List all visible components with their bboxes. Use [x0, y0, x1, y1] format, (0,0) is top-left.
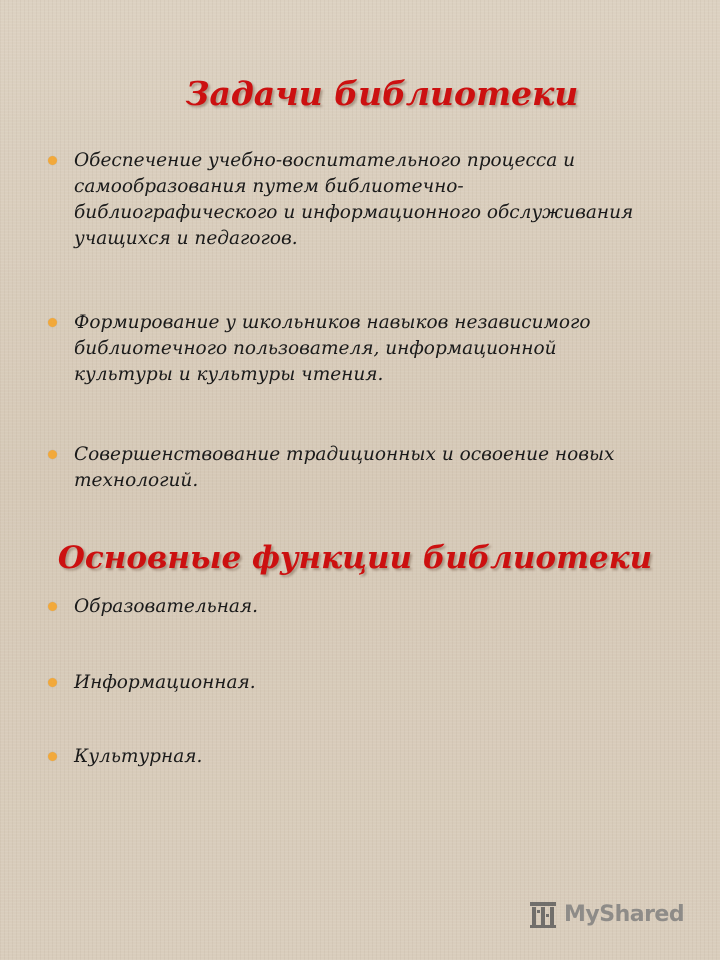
functions-item-3 — [48, 744, 648, 770]
functions-item-1 — [48, 594, 648, 620]
bullet-icon — [48, 450, 57, 459]
tasks-item-3 — [48, 442, 648, 494]
functions-item-text: Образовательная. — [74, 596, 259, 617]
tasks-item-1 — [48, 148, 648, 252]
tasks-item-2 — [48, 310, 648, 388]
bullet-icon — [48, 602, 57, 611]
tasks-item-text: Формирование у школьников навыков независимого библиотечного пользователя, информационной культуры и культуры чтения. — [74, 312, 591, 385]
functions-item-text: Информационная. — [74, 672, 256, 693]
tasks-title: Задачи библиотеки — [185, 74, 579, 113]
bullet-icon — [48, 678, 57, 687]
myshared-logo-icon — [528, 898, 558, 930]
functions-title: Основные функции библиотеки — [57, 540, 653, 576]
myshared-watermark — [528, 896, 684, 932]
tasks-item-text: Совершенствование традиционных и освоение новых технологий. — [74, 444, 615, 491]
bullet-icon — [48, 318, 57, 327]
tasks-item-text: Обеспечение учебно-воспитательного процесса и самообразования путем библиотечно-библиографического и информационного обслуживания учащихся и педагогов. — [74, 150, 634, 249]
functions-item-text: Культурная. — [74, 746, 203, 767]
bullet-icon — [48, 752, 57, 761]
watermark-text: MyShared — [564, 901, 685, 927]
bullet-icon — [48, 156, 57, 165]
functions-item-2 — [48, 670, 648, 696]
